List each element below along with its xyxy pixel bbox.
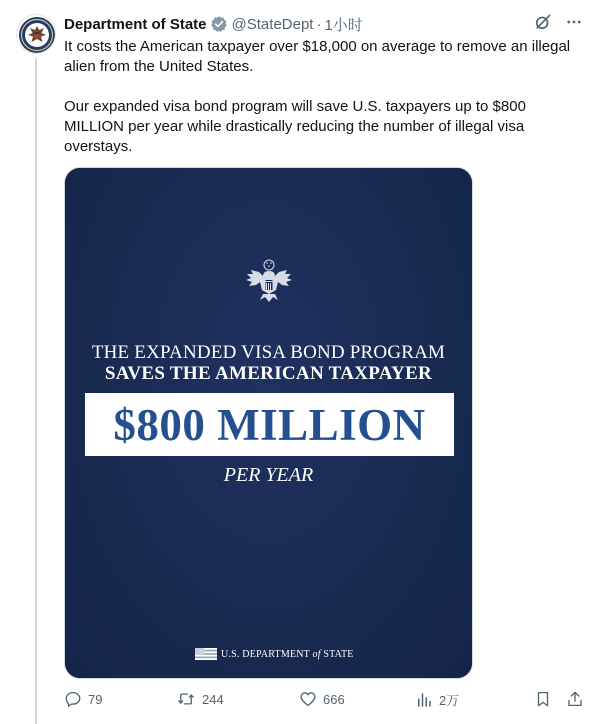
headline-line-2: SAVES THE AMERICAN TAXPAYER	[104, 363, 433, 384]
header-actions	[533, 12, 583, 32]
more-icon[interactable]	[565, 13, 583, 31]
reply-icon	[64, 690, 82, 708]
avatar[interactable]	[16, 14, 56, 54]
eagle-seal-icon	[243, 256, 295, 308]
bookmark-button[interactable]	[534, 690, 552, 708]
flag-icon	[195, 648, 217, 660]
verified-badge-icon[interactable]	[210, 15, 228, 33]
seal-avatar-icon	[17, 15, 56, 54]
display-name[interactable]: Department of State	[64, 15, 207, 33]
tweet-media-image[interactable]	[64, 167, 473, 679]
heart-icon	[299, 690, 317, 708]
tweet-paragraph: Our expanded visa bond program will save U.S. taxpayers up to $800 MILLION per year while drastically reducing the number of illegal visa overstays.	[64, 98, 526, 155]
reply-button[interactable]	[64, 690, 102, 708]
views-icon	[415, 691, 433, 709]
timestamp[interactable]: 1小时	[324, 16, 363, 34]
reply-count: 79	[88, 691, 103, 707]
views-button[interactable]	[415, 690, 459, 709]
tweet-text	[64, 37, 584, 157]
department-name: U.S. DEPARTMENT of STATE	[221, 648, 354, 660]
per-year-label: PER YEAR	[223, 464, 314, 486]
separator-dot: ·	[316, 15, 322, 33]
thread-line	[35, 58, 37, 724]
grok-icon[interactable]	[533, 12, 553, 32]
amount-box	[85, 393, 454, 456]
tweet-header	[64, 14, 363, 34]
tweet-actions	[64, 690, 584, 712]
bookmark-icon	[534, 690, 552, 708]
share-icon	[566, 690, 584, 708]
view-count: 2万	[439, 693, 460, 708]
like-count: 666	[323, 691, 345, 707]
headline-line-1: THE EXPANDED VISA BOND PROGRAM	[91, 342, 446, 363]
share-button[interactable]	[566, 690, 584, 708]
repost-button[interactable]	[176, 690, 224, 708]
savings-amount: $800 MILLION	[113, 399, 426, 450]
department-logo	[195, 648, 354, 660]
user-handle[interactable]: @StateDept	[231, 15, 314, 33]
repost-icon	[176, 690, 196, 708]
like-button[interactable]	[299, 690, 345, 708]
tweet-paragraph: It costs the American taxpayer over $18,000 on average to remove an illegal alien from the United States.	[64, 38, 571, 75]
repost-count: 244	[202, 691, 224, 707]
